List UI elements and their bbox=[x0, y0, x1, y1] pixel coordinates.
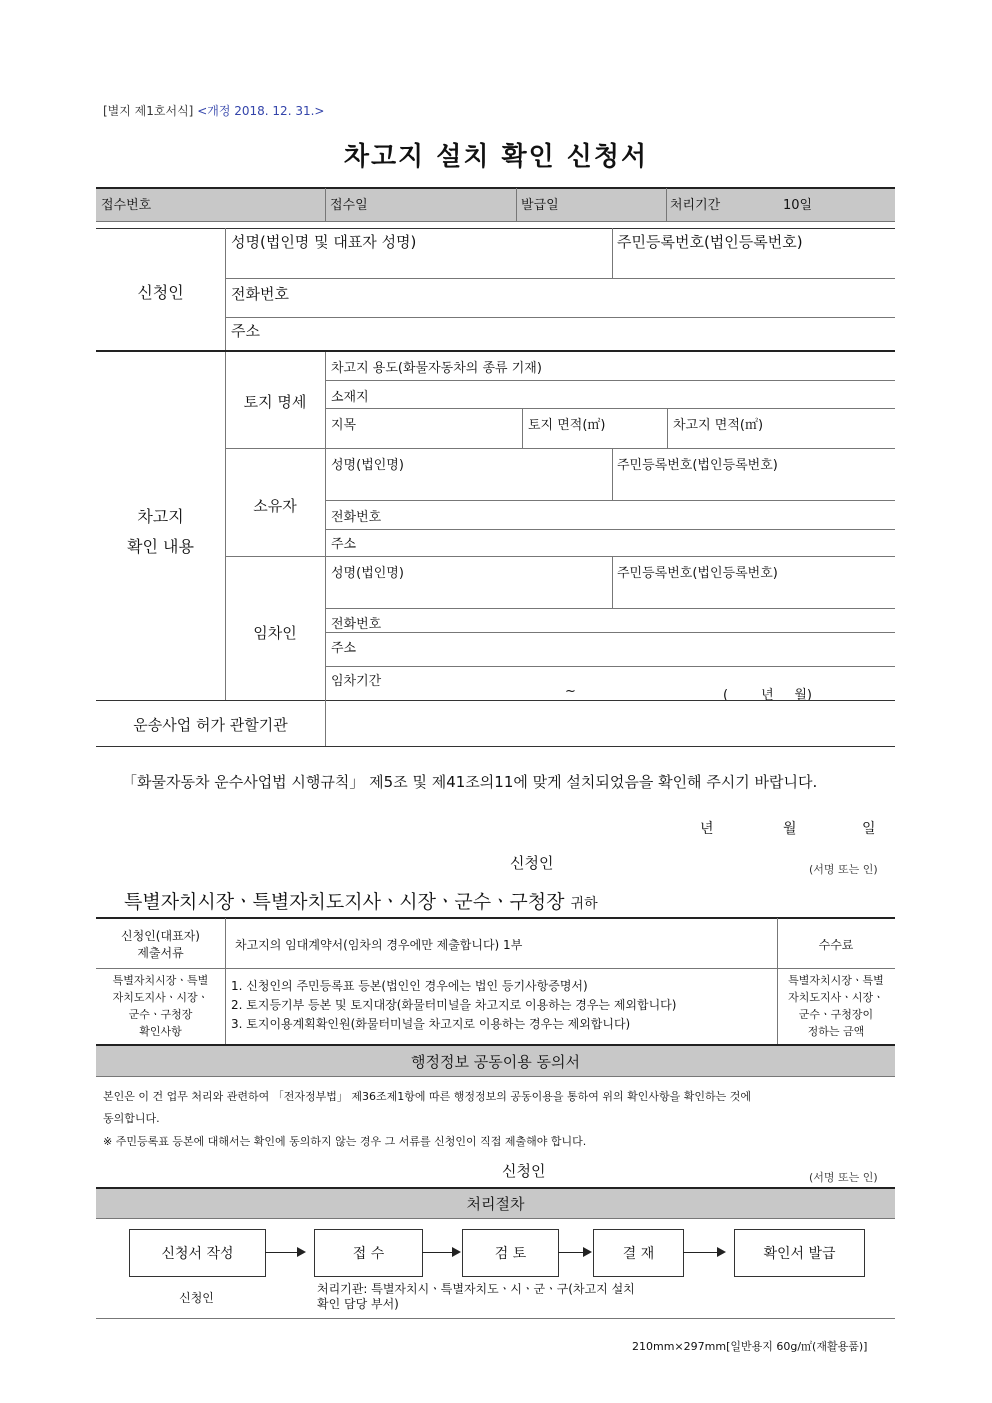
check-label-line2: 자치도지사ㆍ시장ㆍ bbox=[112, 991, 209, 1004]
revision-date: <개정 2018. 12. 31.> bbox=[197, 104, 325, 118]
fee-label: 수수료 bbox=[818, 938, 854, 952]
land-details-label: 토지 명세 bbox=[243, 393, 307, 411]
location-label: 소재지 bbox=[331, 390, 369, 405]
step-issuance: 확인서 발급 bbox=[734, 1229, 865, 1277]
fee-value-line2: 자치도지사ㆍ시장ㆍ bbox=[788, 991, 884, 1004]
consent-body-line2: 동의합니다. bbox=[103, 1112, 160, 1125]
garage-section-label bbox=[96, 502, 225, 562]
submit-docs-content: 차고지의 임대계약서(임차의 경우에만 제출합니다) 1부 bbox=[235, 938, 523, 952]
arrow-2 bbox=[422, 1252, 452, 1253]
processing-period-value: 10일 bbox=[783, 198, 813, 213]
page-title: 차고지 설치 확인 신청서 bbox=[343, 142, 649, 172]
applicant-section-label: 신청인 bbox=[137, 283, 184, 302]
owner-reg-no-label: 주민등록번호(법인등록번호) bbox=[617, 458, 778, 473]
arrow-3-head bbox=[583, 1247, 592, 1257]
paper-spec: 210mm×297mm[일반용지 60g/㎡(재활용품)] bbox=[632, 1340, 868, 1353]
receipt-date-label: 접수일 bbox=[330, 198, 368, 213]
consent-body bbox=[103, 1086, 883, 1130]
garage-usage-label: 차고지 용도(화물자동차의 종류 기재) bbox=[331, 361, 542, 376]
consent-title: 행정정보 공동이용 동의서 bbox=[411, 1053, 580, 1071]
signer-label: 신청인 bbox=[510, 854, 554, 872]
consent-note: ※ 주민등록표 등본에 대해서는 확인에 동의하지 않는 경우 그 서류를 신청인이 직접 제출해야 합니다. bbox=[103, 1135, 587, 1148]
actor-applicant: 신청인 bbox=[179, 1291, 214, 1305]
step-receipt: 접 수 bbox=[314, 1229, 423, 1277]
actor-office bbox=[317, 1282, 635, 1312]
garage-section-line1: 차고지 bbox=[137, 507, 184, 526]
fee-value bbox=[777, 972, 895, 1040]
check-item-1: 1. 신청인의 주민등록표 등본(법인인 경우에는 법인 등기사항증명서) bbox=[231, 979, 588, 993]
actor-office-line2: 확인 담당 부서) bbox=[317, 1297, 399, 1311]
receipt-number-label: 접수번호 bbox=[101, 198, 152, 213]
addressee-name: 특별자치시장ㆍ특별자치도지사ㆍ시장ㆍ군수ㆍ구청장 bbox=[124, 891, 565, 913]
land-area-label: 토지 면적(㎡) bbox=[528, 418, 606, 433]
fee-value-line3: 군수ㆍ구청장이 bbox=[798, 1008, 874, 1021]
check-label-line1: 특별자치시장ㆍ특별 bbox=[112, 974, 209, 987]
fee-value-line4: 정하는 금액 bbox=[807, 1025, 865, 1038]
arrow-2-head bbox=[452, 1247, 461, 1257]
check-item-2: 2. 토지등기부 등본 및 토지대장(화물터미널을 차고지로 이용하는 경우는 제외합니다) bbox=[231, 998, 677, 1012]
arrow-4 bbox=[683, 1252, 717, 1253]
owner-label: 소유자 bbox=[253, 497, 297, 515]
procedure-title: 처리절차 bbox=[466, 1195, 525, 1213]
sign-note: (서명 또는 인) bbox=[809, 863, 878, 876]
applicant-phone-label: 전화번호 bbox=[231, 285, 289, 303]
lessee-name-label: 성명(법인명) bbox=[331, 566, 404, 581]
date-month: 월 bbox=[783, 821, 797, 837]
owner-phone-label: 전화번호 bbox=[331, 510, 382, 525]
step-review: 검 토 bbox=[462, 1229, 559, 1277]
consent-body-line1: 본인은 이 건 업무 처리와 관련하여 「전자정부법」 제36조제1항에 따른 행정정보의 공동이용을 통하여 위의 확인사항을 확인하는 것에 bbox=[103, 1090, 751, 1103]
check-label-line3: 군수ㆍ구청장 bbox=[128, 1008, 193, 1021]
garage-section-line2: 확인 내용 bbox=[127, 537, 194, 556]
statement-text: 「화물자동차 운수사업법 시행규칙」 제5조 및 제41조의11에 맞게 설치되었음을 확인해 주시기 바랍니다. bbox=[122, 773, 818, 791]
submit-docs-label bbox=[96, 928, 225, 962]
lessee-label: 임차인 bbox=[253, 624, 297, 642]
processing-period-label: 처리기간 bbox=[670, 198, 721, 213]
lessee-address-label: 주소 bbox=[331, 641, 357, 656]
check-label-line4: 확인사항 bbox=[139, 1025, 182, 1038]
actor-office-line1: 처리기관: 특별자치시ㆍ특별자치도ㆍ시ㆍ군ㆍ구(차고지 설치 bbox=[317, 1282, 635, 1296]
owner-address-label: 주소 bbox=[331, 537, 357, 552]
arrow-1-head bbox=[297, 1247, 306, 1257]
arrow-4-head bbox=[717, 1247, 726, 1257]
arrow-3 bbox=[558, 1252, 583, 1253]
owner-name-label: 성명(법인명) bbox=[331, 458, 404, 473]
date-year: 년 bbox=[700, 821, 714, 837]
garage-area-label: 차고지 면적(㎡) bbox=[673, 418, 764, 433]
lessee-phone-label: 전화번호 bbox=[331, 617, 382, 632]
lease-period-duration: ( 년 월) bbox=[723, 688, 812, 703]
submit-docs-line1: 신청인(대표자) bbox=[121, 929, 200, 943]
step-application: 신청서 작성 bbox=[129, 1229, 266, 1277]
addressee-suffix: 귀하 bbox=[570, 896, 598, 912]
applicant-reg-no-label: 주민등록번호(법인등록번호) bbox=[617, 233, 803, 251]
step-approval: 결 재 bbox=[593, 1229, 684, 1277]
fee-value-line1: 특별자치시장ㆍ특별 bbox=[788, 974, 884, 987]
form-number: [별지 제1호서식] bbox=[103, 104, 194, 118]
applicant-address-label: 주소 bbox=[231, 322, 260, 340]
arrow-1 bbox=[265, 1252, 297, 1253]
issue-date-label: 발급일 bbox=[521, 198, 559, 213]
check-items-list bbox=[231, 977, 676, 1034]
applicant-name-label: 성명(법인명 및 대표자 성명) bbox=[231, 233, 417, 251]
lease-period-label: 임차기간 bbox=[331, 674, 382, 689]
consent-signer-label: 신청인 bbox=[502, 1162, 546, 1180]
lessee-reg-no-label: 주민등록번호(법인등록번호) bbox=[617, 566, 778, 581]
lease-period-tilde: ~ bbox=[565, 684, 576, 699]
submit-docs-line2: 제출서류 bbox=[137, 946, 184, 960]
addressee bbox=[124, 887, 598, 914]
consent-sign-note: (서명 또는 인) bbox=[809, 1171, 878, 1184]
date-day: 일 bbox=[862, 821, 876, 837]
receipt-row bbox=[96, 188, 895, 221]
authority-label: 운송사업 허가 관할기관 bbox=[133, 716, 288, 734]
check-item-3: 3. 토지이용계획확인원(화물터미널을 차고지로 이용하는 경우는 제외합니다) bbox=[231, 1017, 631, 1031]
check-items-label bbox=[96, 972, 225, 1040]
land-category-label: 지목 bbox=[331, 418, 357, 433]
